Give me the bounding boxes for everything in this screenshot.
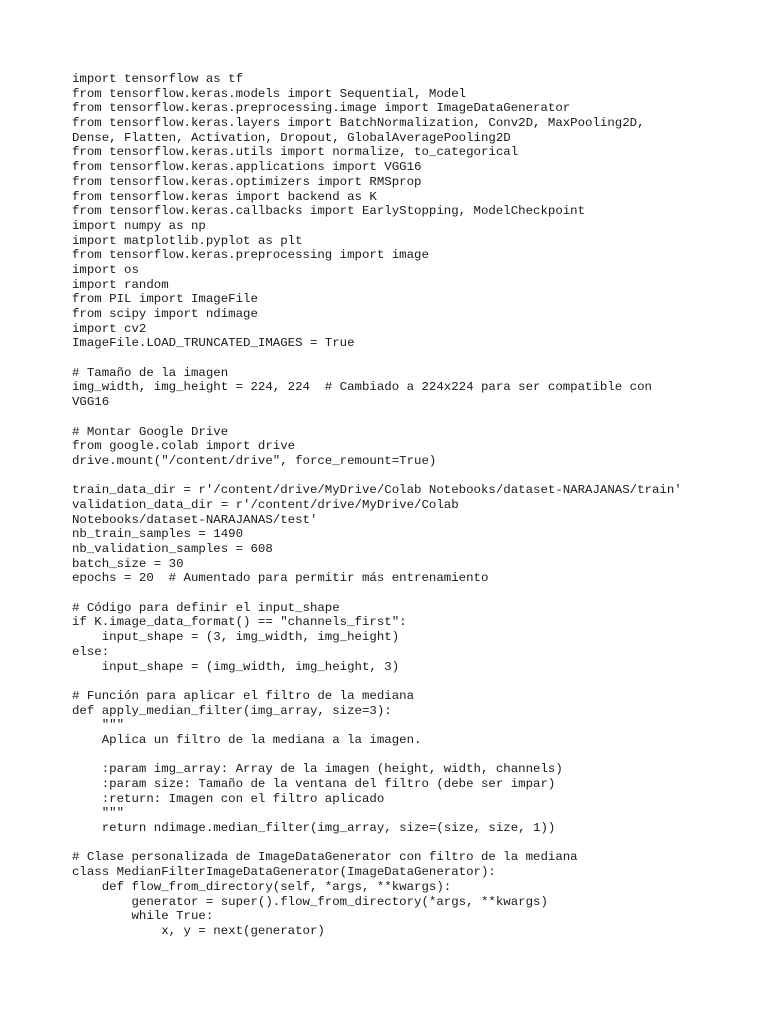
code-line: ImageFile.LOAD_TRUNCATED_IMAGES = True <box>72 336 355 351</box>
code-line: return ndimage.median_filter(img_array, size=(size, size, 1)) <box>72 821 556 836</box>
code-line: VGG16 <box>72 395 110 410</box>
code-line: import cv2 <box>72 321 147 336</box>
code-line: from tensorflow.keras.callbacks import EarlyStopping, ModelCheckpoint <box>72 204 586 219</box>
code-line: img_width, img_height = 224, 224 # Cambiado a 224x224 para ser compatible con <box>72 380 652 395</box>
code-line: input_shape = (img_width, img_height, 3) <box>72 659 400 674</box>
code-line: input_shape = (3, img_width, img_height) <box>72 630 400 645</box>
code-line: import matplotlib.pyplot as plt <box>72 233 303 248</box>
code-line: drive.mount("/content/drive", force_remount=True) <box>72 453 437 468</box>
code-line: # Montar Google Drive <box>72 424 229 439</box>
code-line: import random <box>72 277 169 292</box>
code-line: if K.image_data_format() == "channels_first": <box>72 615 407 630</box>
code-line: from tensorflow.keras import backend as K <box>72 189 377 204</box>
code-line: from tensorflow.keras.layers import BatchNormalization, Conv2D, MaxPooling2D, <box>72 116 645 131</box>
code-line: # Tamaño de la imagen <box>72 365 229 380</box>
code-line: # Código para definir el input_shape <box>72 600 340 615</box>
code-line: def apply_median_filter(img_array, size=3): <box>72 703 392 718</box>
code-line: validation_data_dir = r'/content/drive/MyDrive/Colab <box>72 497 459 512</box>
code-line: while True: <box>72 909 214 924</box>
code-line: :return: Imagen con el filtro aplicado <box>72 791 385 806</box>
code-line: # Función para aplicar el filtro de la mediana <box>72 688 415 703</box>
code-line: x, y = next(generator) <box>72 923 325 938</box>
code-line: from tensorflow.keras.preprocessing.image import ImageDataGenerator <box>72 101 571 116</box>
code-line: else: <box>72 644 110 659</box>
code-line: Aplica un filtro de la mediana a la imagen. <box>72 732 422 747</box>
code-line: batch_size = 30 <box>72 556 184 571</box>
code-line: from scipy import ndimage <box>72 307 258 321</box>
code-line <box>72 586 752 601</box>
code-line: Notebooks/dataset-NARAJANAS/test' <box>72 512 318 527</box>
code-line: train_data_dir = r'/content/drive/MyDrive/Colab Notebooks/dataset-NARAJANAS/train' <box>72 483 682 498</box>
code-line: from PIL import ImageFile <box>72 292 258 307</box>
code-line: nb_train_samples = 1490 <box>72 527 244 542</box>
code-line: from tensorflow.keras.utils import normalize, to_categorical <box>72 145 519 160</box>
code-line: # Clase personalizada de ImageDataGenerator con filtro de la mediana <box>72 850 578 865</box>
code-line: :param size: Tamaño de la ventana del filtro (debe ser impar) <box>72 777 556 791</box>
code-line: generator = super().flow_from_directory(*args, **kwargs) <box>72 894 548 909</box>
code-line: Dense, Flatten, Activation, Dropout, GlobalAveragePooling2D <box>72 130 511 145</box>
code-line: from google.colab import drive <box>72 439 296 454</box>
code-line: def flow_from_directory(self, *args, **kwargs): <box>72 879 452 894</box>
code-line: from tensorflow.keras.optimizers import RMSprop <box>72 174 422 189</box>
code-line: nb_validation_samples = 608 <box>72 542 273 556</box>
code-line: from tensorflow.keras.applications import VGG16 <box>72 160 422 175</box>
code-line: :param img_array: Array de la imagen (height, width, channels) <box>72 762 563 777</box>
code-line: from tensorflow.keras.preprocessing import image <box>72 248 429 263</box>
code-line: import numpy as np <box>72 218 206 233</box>
code-listing <box>72 72 752 939</box>
code-line: class MedianFilterImageDataGenerator(ImageDataGenerator): <box>72 865 496 880</box>
code-line: epochs = 20 # Aumentado para permitir más entrenamiento <box>72 571 489 586</box>
code-line: import os <box>72 262 139 277</box>
code-line: import tensorflow as tf <box>72 72 244 86</box>
code-line <box>72 351 752 366</box>
code-line <box>72 748 752 763</box>
code-line: """ <box>72 718 125 733</box>
code-line <box>72 836 752 851</box>
code-line: from tensorflow.keras.models import Sequential, Model <box>72 86 467 101</box>
code-line <box>72 469 752 484</box>
code-line <box>72 674 752 689</box>
code-line: """ <box>72 806 125 821</box>
code-line <box>72 410 752 425</box>
